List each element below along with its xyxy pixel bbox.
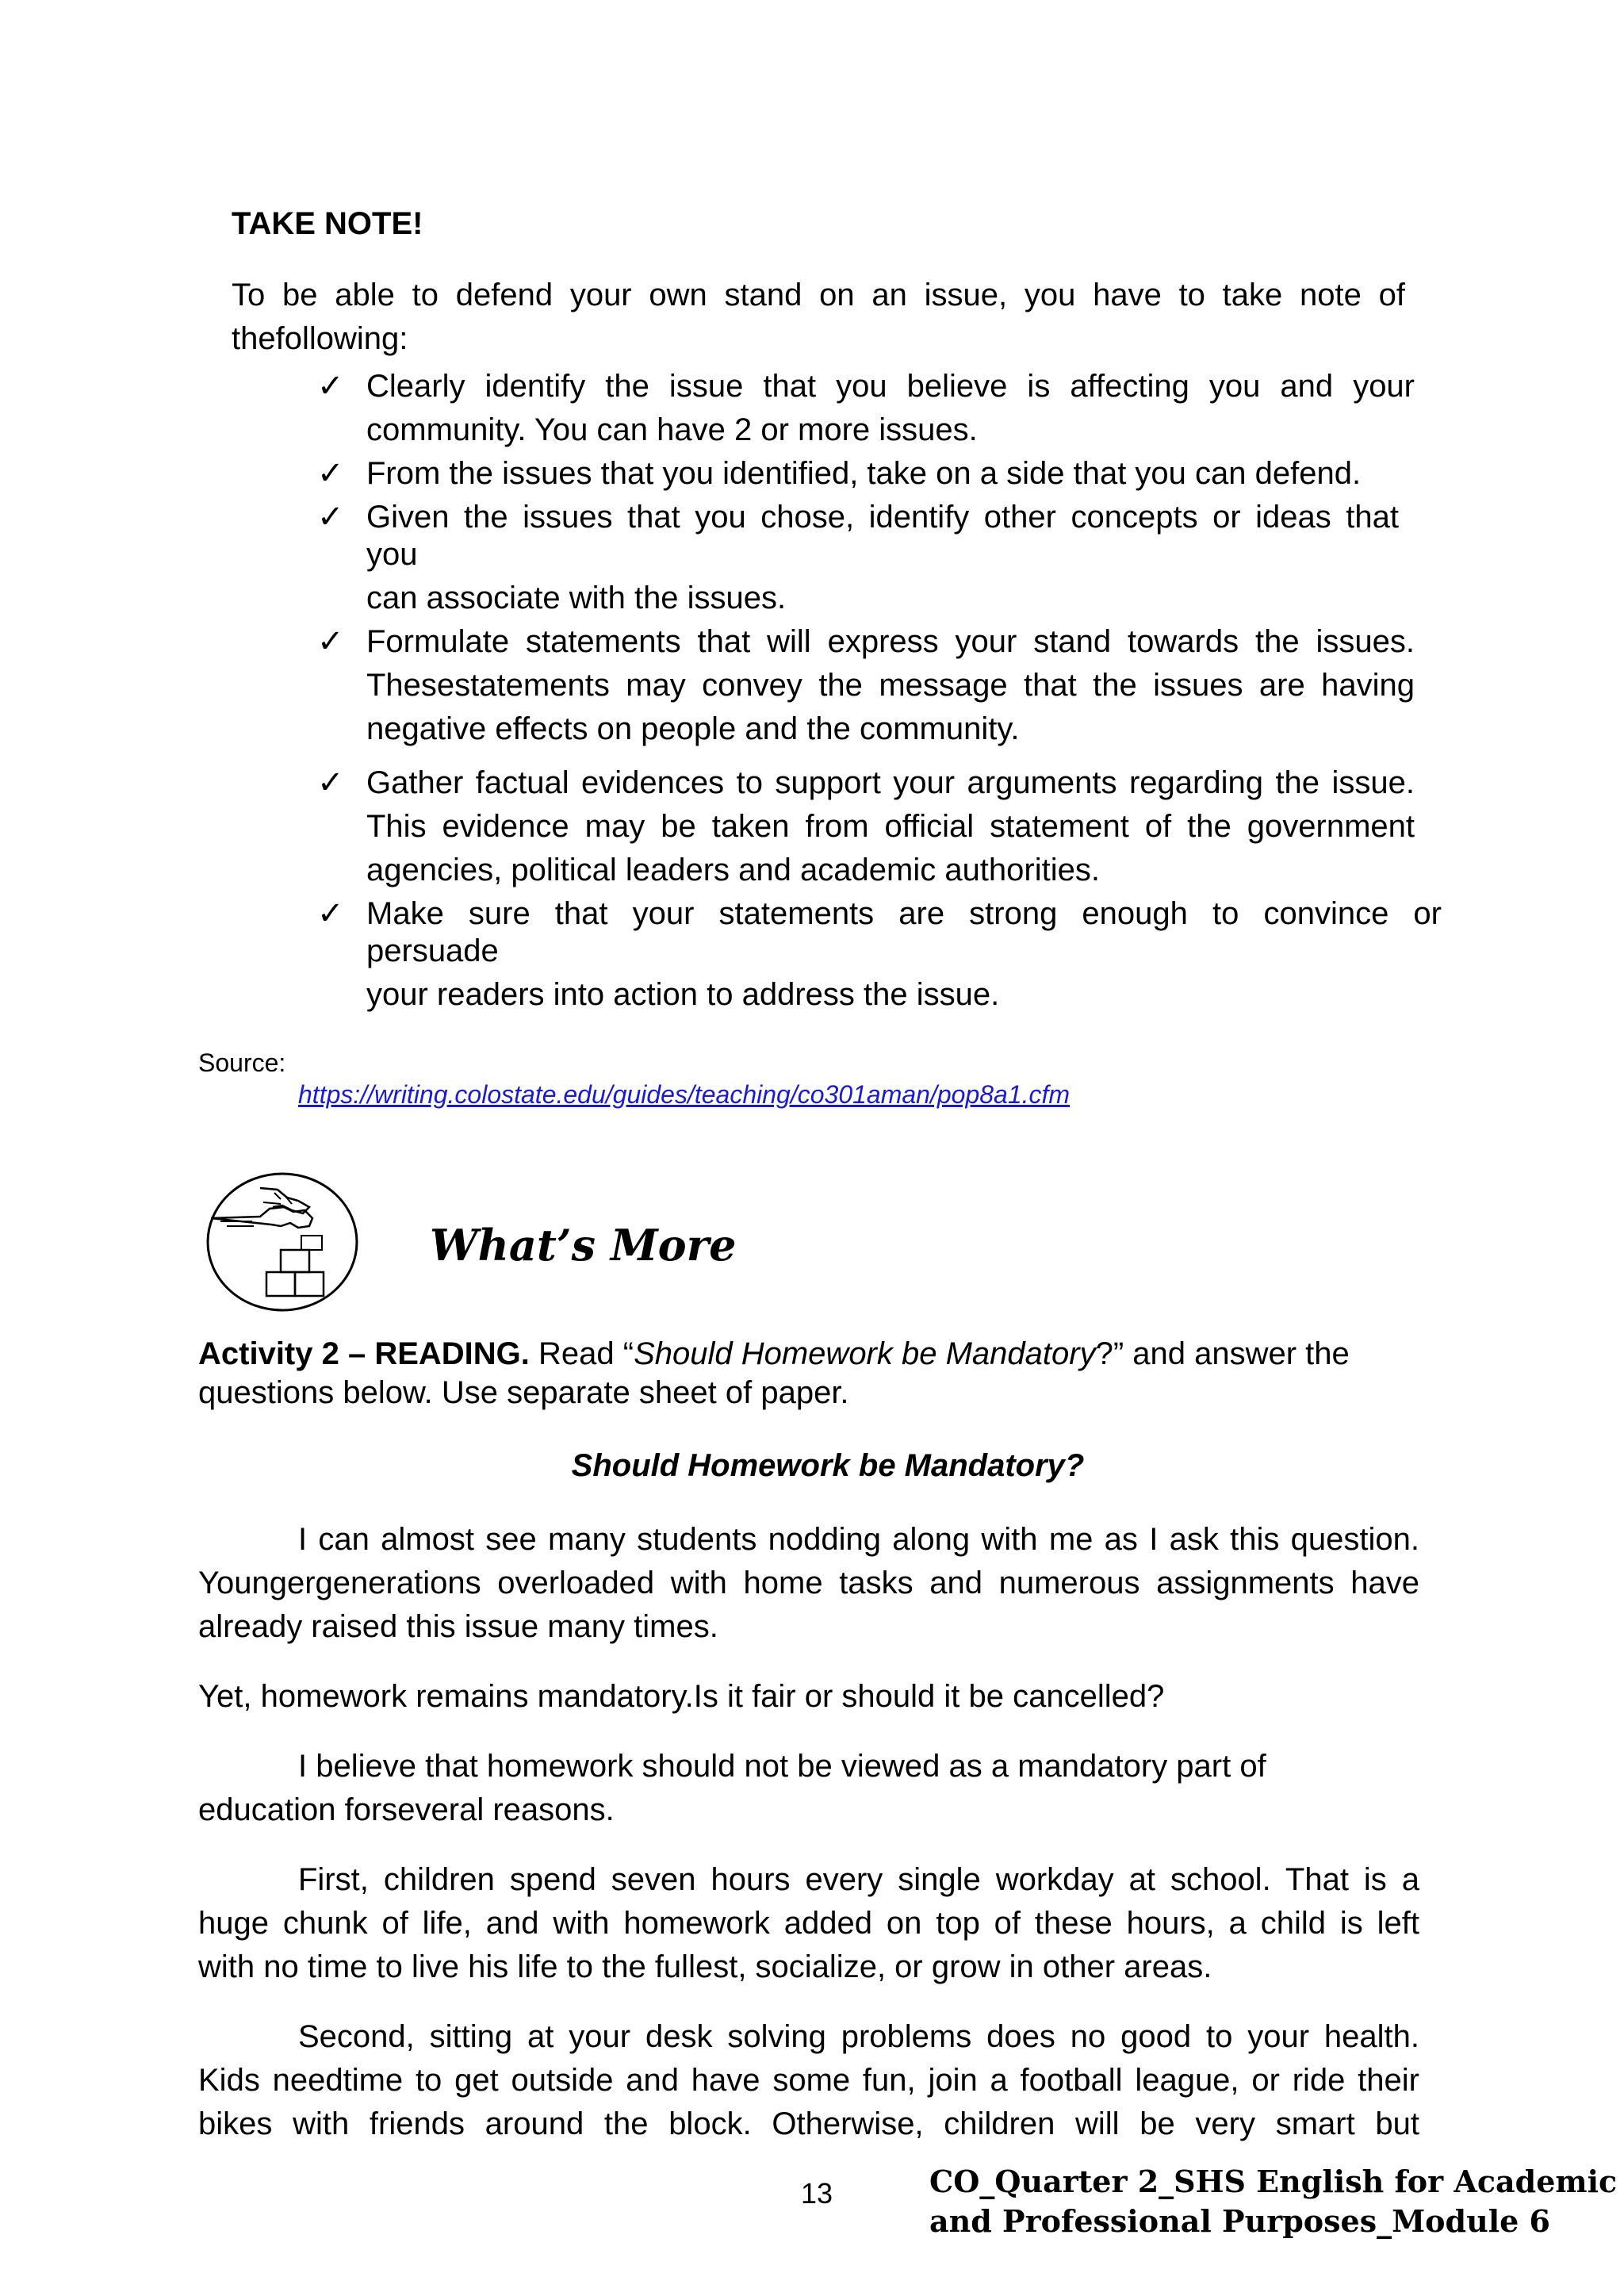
- essay-paragraph-line: bikes with friends around the block. Otherwise, children will be very smart but: [198, 2106, 1419, 2141]
- source-label: Source:: [198, 1048, 286, 1077]
- checkmark-icon: ✓: [317, 624, 344, 659]
- page-number: 13: [801, 2177, 833, 2210]
- module-footer-line: and Professional Purposes_Module 6: [929, 2203, 1550, 2239]
- intro-text-continued: thefollowing:: [232, 321, 408, 356]
- checklist-item-line: agencies, political leaders and academic authorities.: [366, 853, 1100, 887]
- essay-paragraph-line: already raised this issue many times.: [198, 1609, 718, 1644]
- essay-paragraph-line: education forseveral reasons.: [198, 1792, 615, 1827]
- checkmark-icon: ✓: [317, 500, 344, 535]
- essay-paragraph-line: Kids needtime to get outside and have some fun, join a football league, or ride their: [198, 2063, 1419, 2098]
- activity-text: ?” and answer the: [1095, 1336, 1350, 1371]
- checklist-item-line: can associate with the issues.: [366, 581, 787, 615]
- checkmark-icon: ✓: [317, 765, 344, 800]
- checklist-item-line: community. You can have 2 or more issues.: [366, 412, 978, 447]
- checklist-item-line: Formulate statements that will express your stand towards the issues.: [366, 624, 1415, 659]
- essay-paragraph-line: with no time to live his life to the fullest, socialize, or grow in other areas.: [198, 1949, 1212, 1984]
- essay-paragraph-line: I can almost see many students nodding along with me as I ask this question.: [298, 1522, 1419, 1557]
- module-footer-line: CO_Quarter 2_SHS English for Academic: [929, 2164, 1618, 2199]
- checkmark-icon: ✓: [317, 896, 344, 931]
- essay-paragraph-line: huge chunk of life, and with homework added on top of these hours, a child is left: [198, 1906, 1419, 1941]
- essay-paragraph-line: Yet, homework remains mandatory.Is it fair or should it be cancelled?: [198, 1679, 1165, 1714]
- activity-text: Read “: [529, 1336, 634, 1371]
- section-title: What’s More: [430, 1220, 737, 1271]
- activity-instructions: [198, 1336, 1350, 1372]
- activity-label: Activity 2 – READING.: [198, 1336, 530, 1371]
- checklist-item-line: negative effects on people and the community.: [366, 711, 1020, 746]
- checklist-item-line: persuade: [366, 933, 499, 968]
- checklist-item-line: Make sure that your statements are strong enough to convince or: [366, 896, 1442, 931]
- activity-reading-title: Should Homework be Mandatory: [634, 1336, 1096, 1371]
- checklist-item-line: Thesestatements may convey the message that the issues are having: [366, 668, 1415, 703]
- checklist-item-line: you: [366, 537, 418, 572]
- essay-paragraph-line: First, children spend seven hours every single workday at school. That is a: [298, 1862, 1419, 1897]
- checklist-item-line: Clearly identify the issue that you believe is affecting you and your: [366, 369, 1415, 404]
- checklist-item-line: Gather factual evidences to support your arguments regarding the issue.: [366, 765, 1415, 800]
- essay-title: Should Homework be Mandatory?: [571, 1448, 1085, 1483]
- checklist-item-line: From the issues that you identified, take on a side that you can defend.: [366, 456, 1362, 491]
- intro-text: To be able to defend your own stand on an issue, you have to take note of: [232, 278, 1405, 312]
- checklist-item-line: your readers into action to address the issue.: [366, 977, 1000, 1012]
- hands-building-blocks-icon: [205, 1171, 360, 1313]
- activity-instructions-continued: questions below. Use separate sheet of paper.: [198, 1375, 849, 1410]
- checklist-item-line: This evidence may be taken from official statement of the government: [366, 809, 1415, 844]
- essay-paragraph-line: I believe that homework should not be viewed as a mandatory part of: [298, 1749, 1266, 1784]
- essay-paragraph-line: Second, sitting at your desk solving problems does no good to your health.: [298, 2019, 1419, 2054]
- essay-paragraph-line: Youngergenerations overloaded with home tasks and numerous assignments have: [198, 1566, 1419, 1600]
- checklist-item-line: Given the issues that you chose, identify other concepts or ideas that: [366, 500, 1399, 535]
- section-heading: TAKE NOTE!: [232, 206, 423, 241]
- checkmark-icon: ✓: [317, 369, 344, 404]
- source-link[interactable]: https://writing.colostate.edu/guides/teaching/co301aman/pop8a1.cfm: [298, 1080, 1071, 1109]
- checkmark-icon: ✓: [317, 456, 344, 491]
